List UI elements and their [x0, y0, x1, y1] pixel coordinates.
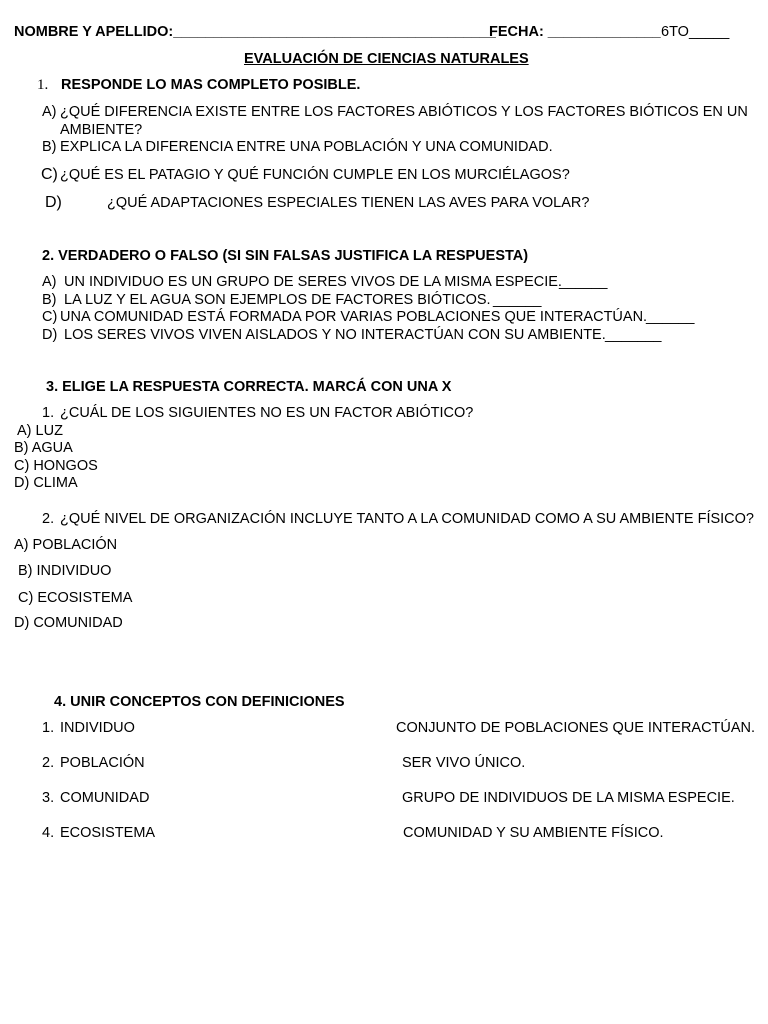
- s1-q-d-text: ¿QUÉ ADAPTACIONES ESPECIALES TIENEN LAS AVES PARA VOLAR?: [107, 195, 590, 211]
- s1-q-b-text: EXPLICA LA DIFERENCIA ENTRE UNA POBLACIÓN Y UNA COMUNIDAD.: [60, 139, 553, 155]
- name-field-label[interactable]: NOMBRE Y APELLIDO:________________________________________: [14, 24, 496, 40]
- mc-q2-option-b[interactable]: B) INDIVIDUO: [18, 563, 112, 579]
- tf-item-b-blank[interactable]: ______: [493, 292, 542, 308]
- mc-q1-text: ¿CUÁL DE LOS SIGUIENTES NO ES UN FACTOR ABIÓTICO?: [60, 405, 474, 421]
- s1-q-a-letter: A): [42, 104, 57, 120]
- grade-field-label[interactable]: 6TO_____: [661, 24, 730, 40]
- mc-q2-option-d[interactable]: D) COMUNIDAD: [14, 615, 123, 631]
- mc-q1-option-a[interactable]: A) LUZ: [17, 423, 63, 439]
- section3-heading: 3. ELIGE LA RESPUESTA CORRECTA. MARCÁ CON UNA X: [46, 379, 452, 395]
- mc-q2-text: ¿QUÉ NIVEL DE ORGANIZACIÓN INCLUYE TANTO A LA COMUNIDAD COMO A SU AMBIENTE FÍSICO?: [60, 511, 754, 527]
- section2-heading: 2. VERDADERO O FALSO (SI SIN FALSAS JUSTIFICA LA RESPUESTA): [42, 248, 529, 264]
- s1-q-b-letter: B): [42, 139, 57, 155]
- date-field-label[interactable]: FECHA: ______________: [489, 24, 661, 40]
- tf-item-c-blank[interactable]: ______: [646, 309, 695, 325]
- tf-item-c-letter: C): [42, 309, 58, 325]
- mc-q1-number: 1.: [42, 405, 55, 421]
- section4-heading: 4. UNIR CONCEPTOS CON DEFINICIONES: [54, 694, 345, 710]
- section1-heading: RESPONDE LO MAS COMPLETO POSIBLE.: [61, 77, 361, 93]
- section1-number: 1.: [37, 77, 49, 93]
- mc-q2-option-c[interactable]: C) ECOSISTEMA: [18, 590, 133, 606]
- definition-4[interactable]: COMUNIDAD Y SU AMBIENTE FÍSICO.: [403, 825, 664, 841]
- s1-q-a-text-cont: AMBIENTE?: [60, 122, 143, 138]
- mc-q1-option-d[interactable]: D) CLIMA: [14, 475, 78, 491]
- tf-item-d-blank[interactable]: _______: [605, 327, 662, 343]
- mc-q2-number: 2.: [42, 511, 55, 527]
- page-title: EVALUACIÓN DE CIENCIAS NATURALES: [244, 51, 529, 67]
- tf-item-a-blank[interactable]: ______: [559, 274, 608, 290]
- concept-3-number: 3.: [42, 790, 55, 806]
- tf-item-d-letter: D): [42, 327, 58, 343]
- tf-item-d-text: LOS SERES VIVOS VIVEN AISLADOS Y NO INTERACTÚAN CON SU AMBIENTE.: [64, 327, 606, 343]
- concept-3-term[interactable]: COMUNIDAD: [60, 790, 150, 806]
- tf-item-c-text: UNA COMUNIDAD ESTÁ FORMADA POR VARIAS POBLACIONES QUE INTERACTÚAN.: [60, 309, 648, 325]
- concept-2-term[interactable]: POBLACIÓN: [60, 755, 145, 771]
- definition-1[interactable]: CONJUNTO DE POBLACIONES QUE INTERACTÚAN.: [396, 720, 756, 736]
- s1-q-c-text: ¿QUÉ ES EL PATAGIO Y QUÉ FUNCIÓN CUMPLE EN LOS MURCIÉLAGOS?: [60, 167, 570, 183]
- concept-1-term[interactable]: INDIVIDUO: [60, 720, 135, 736]
- tf-item-a-letter: A): [42, 274, 57, 290]
- tf-item-a-text: UN INDIVIDUO ES UN GRUPO DE SERES VIVOS DE LA MISMA ESPECIE.: [64, 274, 562, 290]
- definition-3[interactable]: GRUPO DE INDIVIDUOS DE LA MISMA ESPECIE.: [402, 790, 735, 806]
- mc-q2-option-a[interactable]: A) POBLACIÓN: [14, 537, 118, 553]
- tf-item-b-text: LA LUZ Y EL AGUA SON EJEMPLOS DE FACTORES BIÓTICOS.: [64, 292, 491, 308]
- concept-2-number: 2.: [42, 755, 55, 771]
- tf-item-b-letter: B): [42, 292, 57, 308]
- concept-4-number: 4.: [42, 825, 55, 841]
- concept-1-number: 1.: [42, 720, 55, 736]
- definition-2[interactable]: SER VIVO ÚNICO.: [402, 755, 526, 771]
- mc-q1-option-c[interactable]: C) HONGOS: [14, 458, 98, 474]
- s1-q-a-text: ¿QUÉ DIFERENCIA EXISTE ENTRE LOS FACTORES ABIÓTICOS Y LOS FACTORES BIÓTICOS EN UN: [60, 104, 748, 120]
- s1-q-d-letter: D): [45, 194, 62, 211]
- mc-q1-option-b[interactable]: B) AGUA: [14, 440, 73, 456]
- concept-4-term[interactable]: ECOSISTEMA: [60, 825, 156, 841]
- s1-q-c-letter: C): [41, 166, 58, 183]
